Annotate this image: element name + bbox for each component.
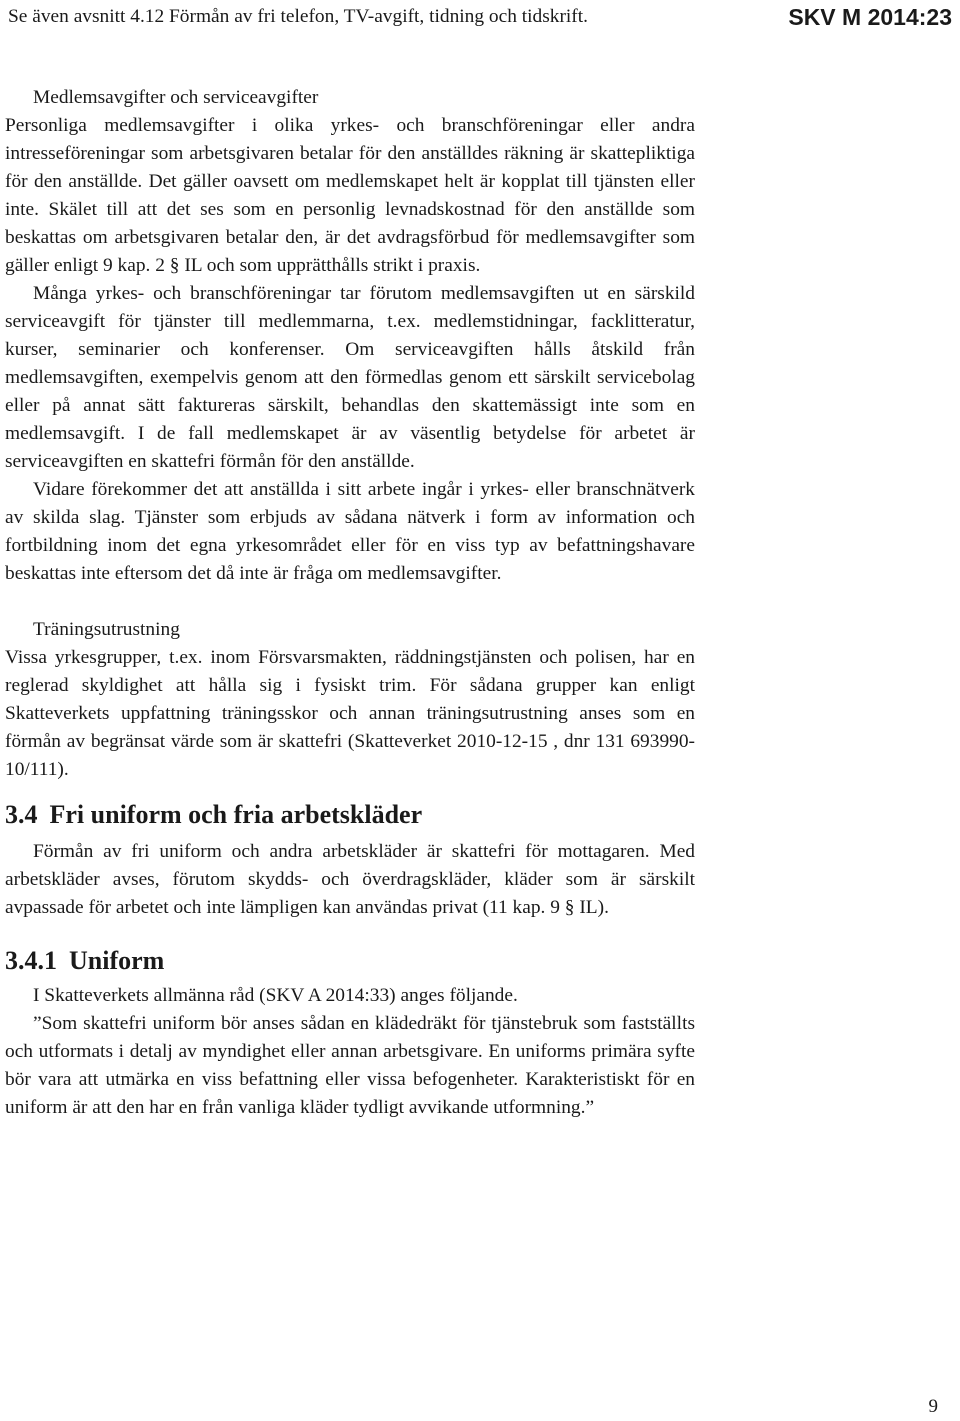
uniform-quote: ”Som skattefri uniform bör anses sådan en klädedräkt för tjänstebruk som fastställts och utformats i detalj av myndighet eller annan arbetsgivare. En uniforms primära syfte bör vara att utmärka en viss befattning eller vissa befogenheter. Karakteristiskt för en uniform är att den har en från vanliga kläder tydligt avvikande utformning.” [5,1013,695,1118]
membership-heading: Medlemsavgifter och serviceavgifter [33,87,319,108]
section-3-4-1-heading [5,944,695,978]
section-3-4-1-intro: I Skatteverkets allmänna råd (SKV A 2014:33) anges följande. [33,985,518,1006]
section-3-4-number: 3.4 [5,800,38,829]
training-heading: Träningsutrustning [33,619,180,640]
training-paragraph: Vissa yrkesgrupper, t.ex. inom Försvarsmakten, räddningstjänsten och polisen, har en reglerad skyldighet att hålla sig i fysiskt trim. För sådana grupper kan enligt Skatteverkets uppfattning träningsskor och annan träningsutrustning anses som en förmån av begränsat värde som är skattefri (Skatteverket 2010-12-15 , dnr 131 693990-10/111). [5,647,695,780]
section-3-4-1-title: Uniform [69,946,165,975]
membership-paragraph-1: Personliga medlemsavgifter i olika yrkes- och branschföreningar eller andra intresseföreningar som arbetsgivaren betalar för den anställdes räkning är skattepliktiga för den anställde. Det gäller oavsett om medlemskapet helt är kopplat till tjänsten eller inte. Skälet till att det ses som en personlig levnadskostnad för den anställde som beskattas om arbetsgivaren betalar den, är det avdragsförbud för medlemsavgifter som gäller enligt 9 kap. 2 § IL och som upprätthålls strikt i praxis. [5,115,695,276]
section-3-4-paragraph: Förmån av fri uniform och andra arbetskläder är skattefri för mottagaren. Med arbetskläder avses, förutom skydds- och överdragskläder, kläder som är särskilt avpassade för arbetet och inte lämpligen kan användas privat (11 kap. 9 § IL). [5,841,695,918]
document-id: SKV M 2014:23 [788,4,952,30]
document-body [5,84,695,1122]
section-3-4-1-number: 3.4.1 [5,946,57,975]
page-number: 9 [928,1396,938,1417]
section-3-4-title: Fri uniform och fria arbetskläder [49,800,423,829]
section-3-4-heading [5,798,695,832]
membership-paragraph-2: Många yrkes- och branschföreningar tar förutom medlemsavgiften ut en särskild serviceavgift för tjänster till medlemmarna, t.ex. medlemstidningar, facklitteratur, kurser, seminarier och konferenser. Om serviceavgiften hålls åtskild från medlemsavgiften, exempelvis genom att den förmedlas genom ett särskilt servicebolag eller på annat sätt faktureras särskilt, behandlas den skattemässigt inte som en medlemsavgift. I de fall medlemskapet är av väsentlig betydelse för arbetet är serviceavgiften en skattefri förmån för den anställde. [5,283,695,472]
membership-paragraph-3: Vidare förekommer det att anställda i sitt arbete ingår i yrkes- eller branschnätverk av skilda slag. Tjänster som erbjuds av sådana nätverk i form av information och fortbildning inom det egna yrkesområdet eller för en viss typ av befattningshavare beskattas inte eftersom det då inte är fråga om medlemsavgifter. [5,479,695,584]
cross-reference-note: Se även avsnitt 4.12 Förmån av fri telefon, TV-avgift, tidning och tidskrift. [8,6,589,27]
